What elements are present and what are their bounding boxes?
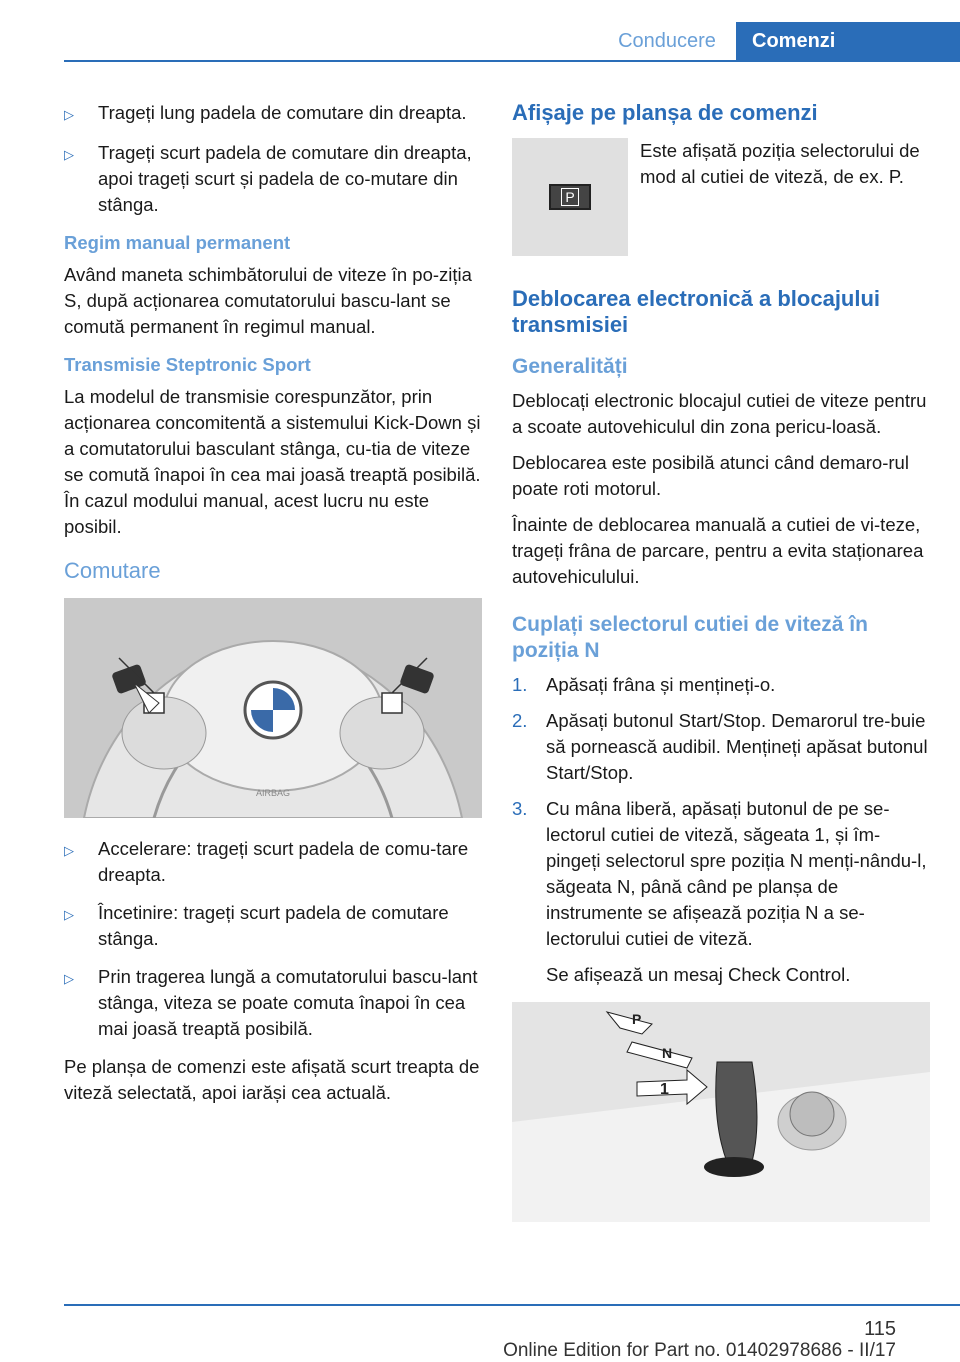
header-section-tab[interactable]: Conducere — [598, 22, 736, 60]
paragraph-final: Pe planșa de comenzi este afișată scurt treapta de viteză selectată, apoi iarăși cea actuală. — [64, 1056, 480, 1103]
steering-wheel-illustration — [64, 598, 482, 818]
step-text: Apăsați butonul Start/Stop. Demarorul tre-buie să pornească audibil. Mențineți apăsat butonul Start/Stop. — [546, 710, 928, 783]
bullet-text: Accelerare: trageți scurt padela de comu-tare dreapta. — [98, 838, 469, 885]
heading-regim-manual: Regim manual permanent — [64, 232, 291, 253]
right-column — [512, 100, 930, 1222]
gear-selector-image — [512, 1002, 930, 1222]
bullet-item — [64, 964, 482, 1042]
heading-afisaje: Afișaje pe planșa de comenzi — [512, 100, 818, 125]
gear-letter: P — [561, 188, 578, 206]
paragraph-steptronic: La modelul de transmisie corespunzător, prin acționarea concomitentă a sistemului Kick-Down și a comutatorului basculant stânga, cu-tia de viteze se comută înapoi în cea mai joasă treaptă posibilă. În cazul modului manual, acest lucru nu este posibil. — [64, 386, 481, 537]
numbered-step — [512, 708, 930, 786]
heading-generalitati: Generalități — [512, 355, 628, 378]
step-number: 1. — [512, 674, 528, 695]
arrow-label-1: 1 — [660, 1081, 669, 1098]
gear-display-icon — [549, 184, 591, 210]
gear-selector-illustration — [512, 1002, 930, 1222]
bullet-item — [64, 900, 482, 952]
header-active-tab[interactable]: Comenzi — [736, 22, 960, 60]
paragraph-check-control: Se afișează un mesaj Check Control. — [546, 964, 851, 985]
bullet-item — [64, 140, 482, 218]
triangle-bullet-icon: ▷ — [64, 147, 74, 162]
heading-deblocare: Deblocarea electronică a blocajului transmisiei — [512, 286, 881, 337]
bullet-text: Trageți lung padela de comutare din dreapta. — [98, 102, 467, 123]
numbered-step — [512, 796, 930, 952]
steering-wheel-image — [64, 598, 482, 818]
paragraph: Deblocarea este posibilă atunci când demaro-rul poate roti motorul. — [512, 452, 909, 499]
page-number: 115 — [864, 1318, 896, 1340]
header-rule — [64, 60, 960, 62]
arrow-label-n: N — [662, 1045, 673, 1061]
display-image — [512, 138, 628, 256]
edition-text: Online Edition for Part no. 01402978686 - II/17 — [503, 1340, 896, 1361]
triangle-bullet-icon: ▷ — [64, 843, 74, 858]
step-text: Apăsați frâna și mențineți-o. — [546, 674, 776, 695]
bullet-text: Trageți scurt padela de comutare din dreapta, apoi trageți scurt și padela de co-mutare din stânga. — [98, 142, 472, 215]
display-block — [512, 138, 930, 256]
step-number: 2. — [512, 710, 528, 731]
footer-rule — [64, 1304, 960, 1306]
heading-comutare: Comutare — [64, 558, 161, 583]
left-column — [64, 100, 482, 1116]
triangle-bullet-icon: ▷ — [64, 907, 74, 922]
numbered-step — [512, 672, 930, 698]
step-text: Cu mâna liberă, apăsați butonul de pe se-lectorul cutiei de viteză, săgeata 1, și îm-pingeți selectorul spre poziția N menți-nându-l, săgeata N, până când pe planșa de instrumente se afișează poziția N a se-lectorului cutiei de viteză. — [546, 798, 927, 949]
triangle-bullet-icon: ▷ — [64, 971, 74, 986]
step-number: 3. — [512, 798, 528, 819]
bullet-item — [64, 836, 482, 888]
bullet-text: Prin tragerea lungă a comutatorului bascu-lant stânga, viteza se poate comuta înapoi în cea mai joasă treaptă posibilă. — [98, 966, 478, 1039]
arrow-label-p: P — [632, 1011, 642, 1027]
heading-cuplati: Cuplați selectorul cutiei de viteză în poziția N — [512, 613, 868, 662]
bullet-item — [64, 100, 482, 128]
bullet-text: Încetinire: trageți scurt padela de comutare stânga. — [98, 902, 449, 949]
paragraph-regim: Având maneta schimbătorului de viteze în po-ziția S, după acționarea comutatorului bascu-lant se comută permanent în regimul manual. — [64, 264, 472, 337]
paragraph: Înainte de deblocarea manuală a cutiei de vi-teze, trageți frâna de parcare, pentru a evita staționarea autovehiculului. — [512, 514, 924, 587]
triangle-bullet-icon: ▷ — [64, 107, 74, 122]
airbag-label: AIRBAG — [255, 788, 291, 798]
heading-steptronic: Transmisie Steptronic Sport — [64, 354, 311, 375]
paragraph-afisaje: Este afișată poziția selectorului de mod al cutiei de viteză, de ex. P. — [640, 140, 920, 187]
paragraph: Deblocați electronic blocajul cutiei de viteze pentru a scoate autovehiculul din zona pericu-loasă. — [512, 390, 927, 437]
